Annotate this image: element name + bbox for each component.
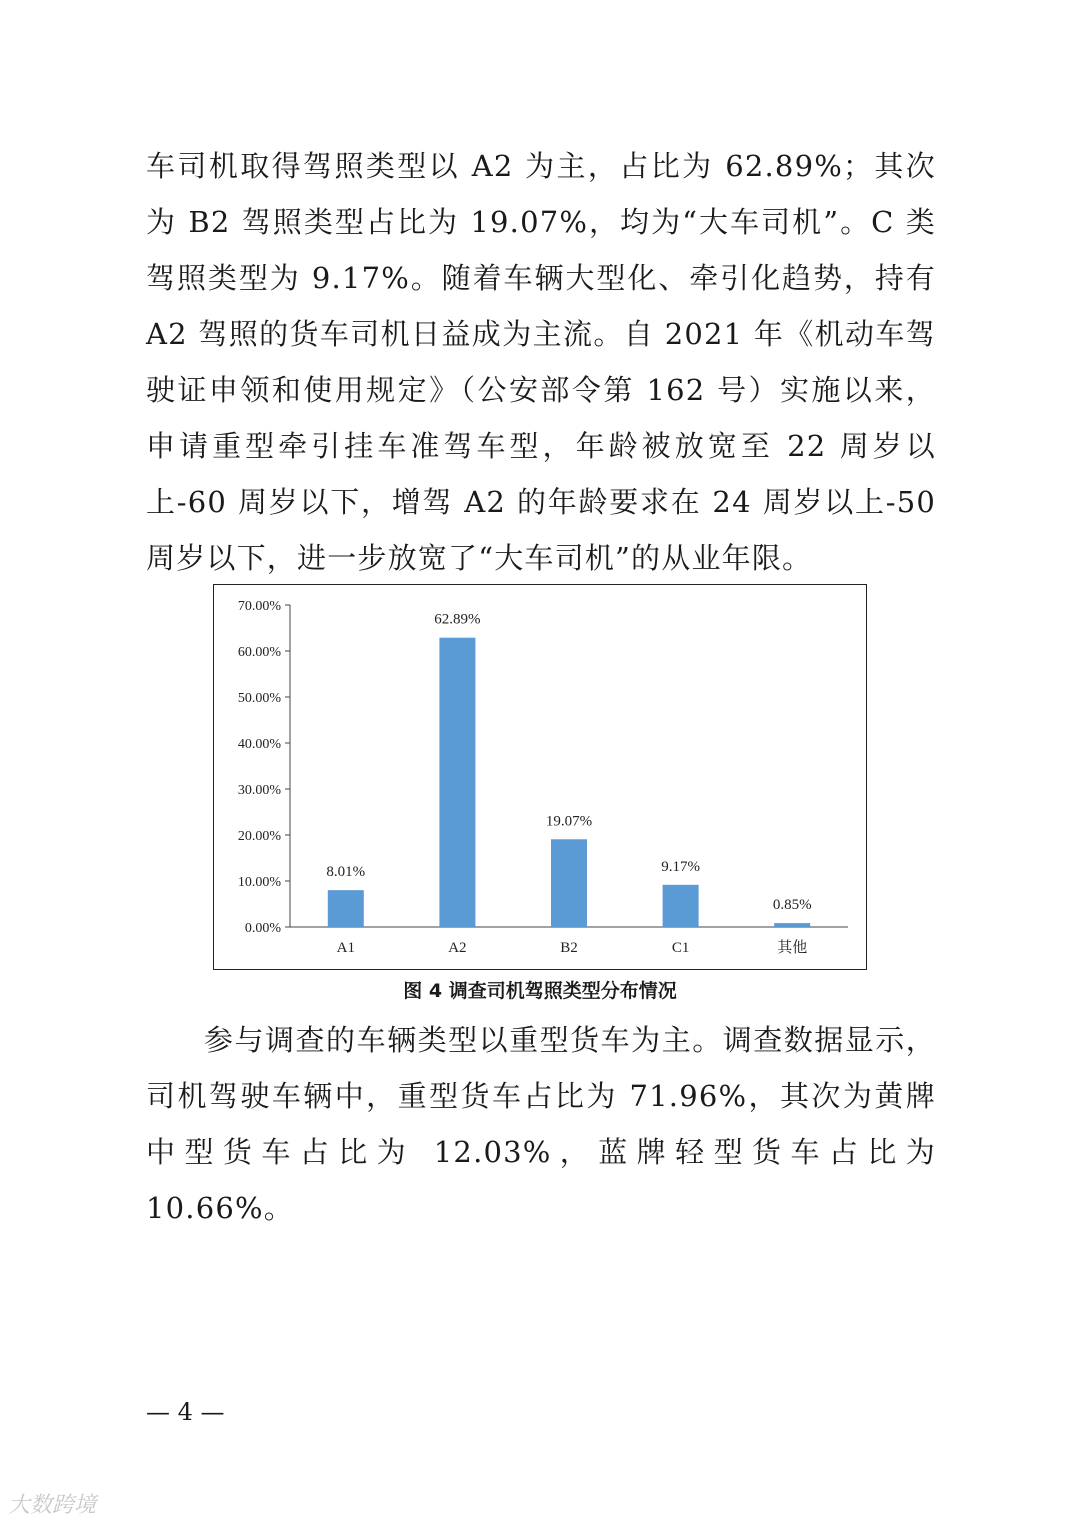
- y-tick-label: 0.00%: [244, 921, 281, 936]
- data-label: 0.85%: [772, 897, 812, 914]
- y-tick-label: 10.00%: [237, 875, 281, 890]
- x-tick-label: C1: [671, 940, 690, 956]
- bar: [663, 885, 699, 927]
- bar: [774, 923, 810, 927]
- bar: [439, 638, 475, 927]
- x-tick-label: A2: [448, 940, 467, 956]
- body-paragraph-2: 参与调查的车辆类型以重型货车为主。调查数据显示，司机驾驶车辆中，重型货车占比为 71.96%，其次为黄牌中型货车占比为 12.03%，蓝牌轻型货车占比为 10.66%。: [146, 1023, 936, 1225]
- bar: [551, 839, 587, 927]
- y-tick-label: 60.00%: [237, 645, 281, 660]
- y-tick-label: 30.00%: [237, 783, 281, 798]
- bar-chart: [214, 585, 865, 968]
- x-tick-label: A1: [336, 940, 355, 956]
- data-label: 9.17%: [661, 858, 700, 875]
- data-label: 8.01%: [326, 864, 366, 881]
- x-tick-label: B2: [560, 940, 578, 956]
- y-tick-label: 50.00%: [237, 691, 281, 706]
- body-paragraph-1: 车司机取得驾照类型以 A2 为主，占比为 62.89%；其次为 B2 驾照类型占比为 19.07%，均为“大车司机”。C 类驾照类型为 9.17%。随着车辆大型化、牵引化趋势，持有 A2 驾照的货车司机日益成为主流。自 2021 年《机动车驾驶证申领和使用规定》（公安部令第 162 号）实施以来，申请重型牵引挂车准驾车型，年龄被放宽至 22 周岁以上-60 周岁以下，增驾 A2 的年龄要求在 24 周岁以上-50 周岁以下，进一步放宽了“大车司机”的从业年限。: [146, 149, 936, 575]
- figure-caption: 图 4 调查司机驾照类型分布情况: [403, 980, 677, 1002]
- y-tick-label: 40.00%: [237, 737, 281, 752]
- page-number: — 4 —: [146, 1398, 225, 1426]
- bar: [328, 890, 364, 927]
- y-tick-label: 20.00%: [237, 829, 281, 844]
- data-label: 62.89%: [434, 611, 481, 628]
- watermark-logo: 大数跨境: [8, 1493, 97, 1518]
- x-tick-label: 其他: [777, 940, 808, 956]
- bar-chart-frame: [213, 584, 867, 970]
- y-tick-label: 70.00%: [237, 599, 281, 614]
- data-label: 19.07%: [545, 813, 593, 830]
